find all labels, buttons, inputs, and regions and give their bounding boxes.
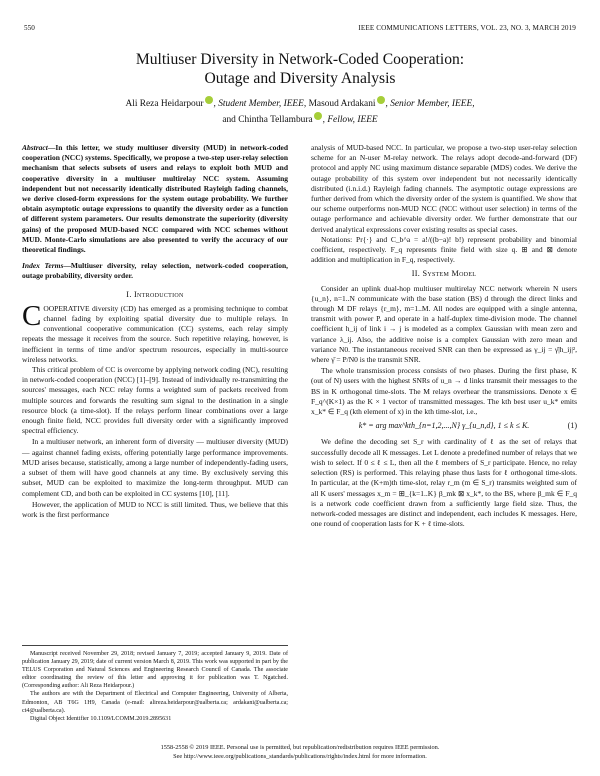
orcid-icon[interactable] <box>205 96 213 104</box>
author-2-name: Masoud Ardakani <box>308 99 376 109</box>
intro-paragraph-4: However, the application of MUD to NCC is still limited. Thus, we believe that this work is the first performance <box>22 499 288 519</box>
author-list <box>30 96 570 128</box>
intro-paragraph-2: This critical problem of CC is overcome by applying network coding (NC), resulting in network-coded cooperation (NCC) [1]–[9]. Instead of individually re-transmitting the sources' messages, each NCC relay forms a weighted sum of packets received from multiple sources and forwards the resulting sum signal to the destination in a single resource block (a time-slot). If the relays perform linear combinations over a large enough finite field, NCC provides full diversity order with a significantly improved spectral efficiency. <box>22 365 288 436</box>
author-3-role: , Fellow, IEEE <box>322 115 378 125</box>
title-line-1: Multiuser Diversity in Network-Coded Cooperation: <box>135 51 465 68</box>
intro-paragraph-3: In a multiuser network, an inherent form of diversity — multiuser diversity (MUD) — against channel fading exists, offering potentially large performance improvements. MUD arises because, statistically, among a large number of independently-fading users, a subset of them will have good channels at any time. By exclusively serving this subset, MUD can be exploited to maximize the long-term throughput. MUD can complement CD, and both can be exploited in CC systems [10], [11]. <box>22 437 288 498</box>
equation-1 <box>311 421 577 431</box>
footnote-doi: Digital Object Identifier 10.1109/LCOMM.2019.2895631 <box>30 715 172 722</box>
page-number: 550 <box>24 24 35 32</box>
orcid-icon[interactable] <box>377 96 385 104</box>
equation-number: (1) <box>567 421 577 431</box>
copyright-line-1: 1558-2558 © 2019 IEEE. Personal use is permitted, but republication/redistribution requires IEEE permission. <box>160 744 440 751</box>
right-column <box>311 143 577 530</box>
section-heading-system-model: II. System Model <box>411 269 477 279</box>
author-3-name: Chintha Tellambura <box>238 115 313 125</box>
copyright-notice <box>24 744 576 761</box>
footnote-manuscript: Manuscript received November 29, 2018; revised January 7, 2019; accepted January 9, 2019. Date of publication January 29, 2019; date of current version March 8, 2019. This work was supported in part by the TELUS Corporation and Natural Sciences and Engineering Research Council of Canada. The associate editor coordinating the review of this letter and approving it for publication was T. Ngatched. (Corresponding author: Ali Reza Heidarpour.) <box>22 651 288 690</box>
intro-paragraph-1: COOPERATIVE diversity (CD) has emerged as a promising technique to combat channel fading by exploiting spatial diversity due to multiple relays. In conventional cooperative communication (CC) systems, each relay simply repeats the message it receives from the source. Such repetitive relaying, however, is inefficient in terms of time and/or spectrum resources, especially in multi-source wireless networks. <box>22 299 288 364</box>
system-paragraph-1: Consider an uplink dual-hop multiuser multirelay NCC network wherein N users {u_n}, n=1..N communicate with the base station (BS) d through the direct links and through M DF relays {r_m}, m=1..M. All nodes are equipped with a single antenna, transmit with power P, and operate in a half-duplex time-division mode. The channel coefficient h_ij of link i → j is modeled as a complex Gaussian with mean zero and variance λ_ij. Also, the additive noise is a complex Gaussian with zero mean and variance N0. The instantaneous received SNR can then be expressed as γ_ij = γ̄|h_ij|², where γ̄ = P/N0 is the transmit SNR. <box>311 283 577 365</box>
index-terms-text: —Multiuser diversity, relay selection, network-coded cooperation, outage probability, diversity order. <box>22 261 288 281</box>
equation-body: k* = arg max^kth_{n=1,2,...,N} γ_{u_n,d}, 1 ≤ k ≤ K. <box>358 421 530 431</box>
system-paragraph-2: The whole transmission process consists of two phases. During the first phase, K (out of N) users with the highest SNRs of u_n → d links transmit their messages to the BS in K orthogonal time-slots. The M relays overhear the transmissions. Denote x ∈ F_q^(K×1) as the K × 1 vector of transmitted messages. The kth best user u_k* emits x_k* ∈ F_q (kth element of x) in the kth time-slot, i.e., <box>311 366 577 417</box>
system-paragraph-3: We define the decoding set S_r with cardinality of ℓ as the set of relays that successfully decode all K messages. Let L denote a predefined number of relays that we wish to select. If 0 ≤ ℓ ≤ L, then all the ℓ members of S_r participate. Hence, no relay selection (RS) is performed. This relaying phase thus lasts for ℓ orthogonal time-slots. In particular, at the (K+m)th time-slot, relay r_m (m ∈ S_r) transmits weighted sum of all K users' messages x_m = ⊞_{k=1..K} β_mk ⊠ x_k*, to the BS, where β_mk ∈ F_q is a network code coefficient drawn from a sufficiently large field size. Thus, the network-coded messages are distinct and independent, each includes K messages. Here, one round of cooperation lasts for K + ℓ time-slots. <box>311 437 577 529</box>
orcid-icon[interactable] <box>314 112 322 120</box>
abstract <box>22 143 288 255</box>
paper-title <box>40 50 560 88</box>
author-1-name: Ali Reza Heidarpour <box>125 99 204 109</box>
footnote <box>22 645 288 723</box>
author-1-role: , Student Member, IEEE, <box>213 99 307 109</box>
author-3-prefix: and <box>222 115 236 125</box>
abstract-label: Abstract <box>22 143 48 152</box>
title-line-2: Outage and Diversity Analysis <box>204 70 396 87</box>
index-terms-label: Index Terms <box>22 261 64 271</box>
footnote-affiliation: The authors are with the Department of Electrical and Computer Engineering, University of Alberta, Edmonton, AB T6G 1H9, Canada (e-mail: alireza.heidarpour@ualberta.ca; ardakani@ualberta.ca; ct4@ualberta.ca). <box>22 691 288 714</box>
left-column <box>22 143 288 521</box>
author-2-role: , Senior Member, IEEE, <box>385 99 475 109</box>
section-heading-introduction: I. Introduction <box>126 289 184 299</box>
copyright-line-2[interactable]: See http://www.ieee.org/publications_standards/publications/rights/index.html for more information. <box>173 752 427 760</box>
index-terms <box>22 261 288 281</box>
abstract-text: —In this letter, we study multiuser diversity (MUD) in network-coded cooperation (NCC) systems. Specifically, we propose a two-step user-relay selection mechanism that selects subsets of users and relays to exploit both MUD and cooperative diversity in a multiuser multirelay NCC system. Assuming independent but not necessarily identically distributed Rayleigh fading channels, we derive closed-form expressions for the system outage probability. We further obtain asymptotic outage expressions to quantify the diversity order as a function of different system parameters. Our results demonstrate the superiority (diversity gains) of the proposed MUD-based NCC compared with NCC schemes without MUD. Monte-Carlo simulations are also presented to verify the accuracy of our theoretical findings. <box>22 143 288 255</box>
journal-name: IEEE COMMUNICATIONS LETTERS, VOL. 23, NO. 3, MARCH 2019 <box>358 24 576 32</box>
intro-continuation: analysis of MUD-based NCC. In particular, we propose a two-step user-relay selection scheme for an N-user M-relay network. The relays adopt decode-and-forward (DF) protocol and apply NC using maximum distance separable (MDS) codes. We derive the outage probability of this system over independent but not necessarily identically distributed (i.n.i.d.) Rayleigh fading channels. The asymptotic outage expressions are further derived from which the diversity order of the system is quantified. We show that our scheme outperforms non-MUD NCC (NCC without user selection) in terms of the outage performance and achievable diversity order. We further demonstrate that our derived analytical expressions cover existing results as special cases. <box>311 143 577 234</box>
notations-paragraph: Notations: Pr{·} and C_b^a = a!/((b−a)! b!) represent probability and binomial coefficient, respectively. F_q represents finite field with size q. ⊞ and ⊠ denote addition and multiplication in F_q, respectively. <box>311 234 577 265</box>
